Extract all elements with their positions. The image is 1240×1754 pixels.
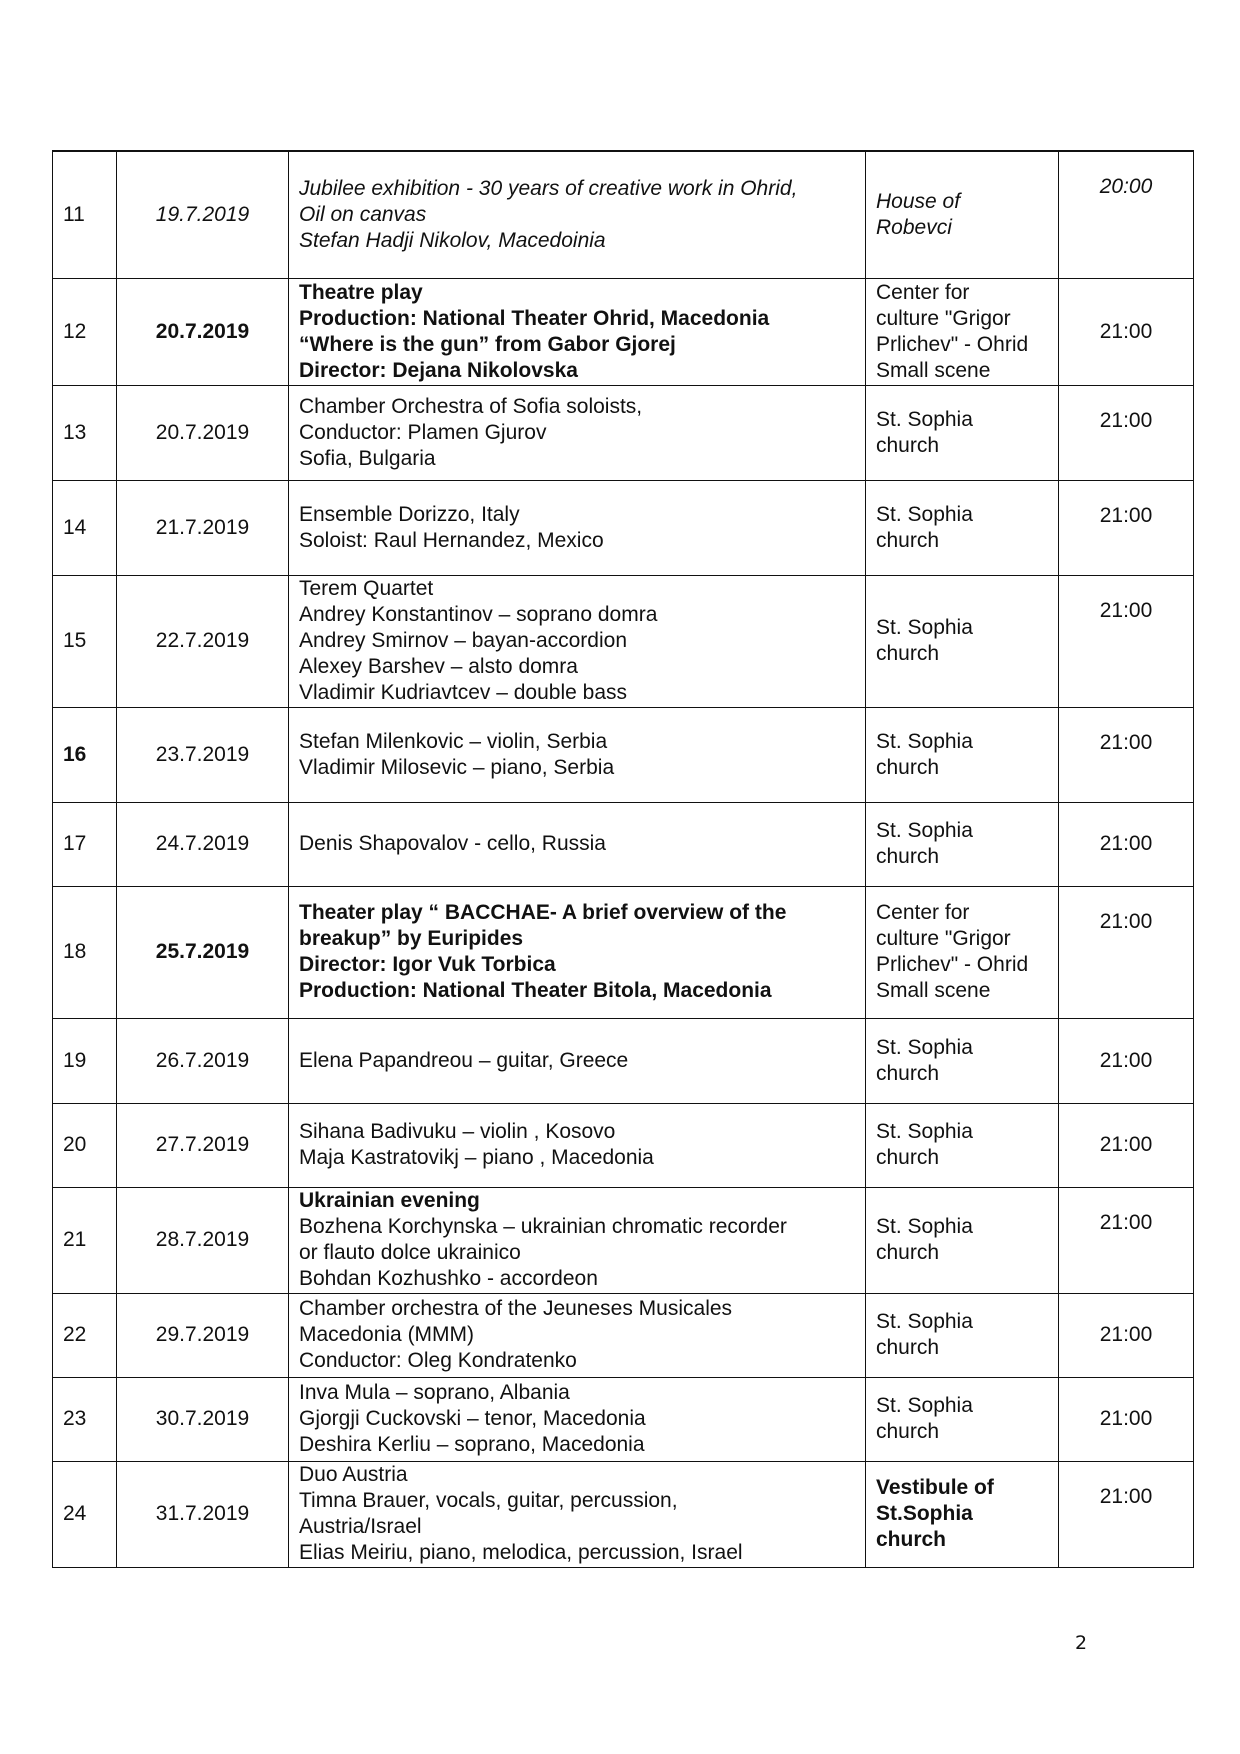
row-date: 25.7.2019 — [117, 886, 289, 1018]
row-program: Theatre play Production: National Theater Ohrid, Macedonia “Where is the gun” from Gabor Gjorej Director: Dejana Nikolovska — [289, 278, 866, 385]
row-time: 21:00 — [1059, 1461, 1194, 1567]
row-venue: St. Sophia church — [866, 707, 1059, 802]
row-date: 23.7.2019 — [117, 707, 289, 802]
row-venue: St. Sophia church — [866, 1377, 1059, 1461]
row-time: 21:00 — [1059, 802, 1194, 886]
row-date: 28.7.2019 — [117, 1187, 289, 1293]
row-venue: St. Sophia church — [866, 385, 1059, 480]
row-venue: Center for culture "Grigor Prlichev" - Ohrid Small scene — [866, 886, 1059, 1018]
table-row — [53, 886, 1194, 1018]
table-row — [53, 1461, 1194, 1567]
row-program: Chamber Orchestra of Sofia soloists, Conductor: Plamen Gjurov Sofia, Bulgaria — [289, 385, 866, 480]
row-time: 21:00 — [1059, 480, 1194, 575]
row-time: 21:00 — [1059, 278, 1194, 385]
row-date: 26.7.2019 — [117, 1018, 289, 1103]
row-date: 30.7.2019 — [117, 1377, 289, 1461]
table-row — [53, 1377, 1194, 1461]
row-time: 21:00 — [1059, 385, 1194, 480]
table-row — [53, 1187, 1194, 1293]
row-number: 15 — [53, 575, 117, 707]
row-number: 24 — [53, 1461, 117, 1567]
table-row — [53, 480, 1194, 575]
row-program: Denis Shapovalov - cello, Russia — [289, 802, 866, 886]
row-time: 21:00 — [1059, 707, 1194, 802]
row-date: 27.7.2019 — [117, 1103, 289, 1187]
row-number: 13 — [53, 385, 117, 480]
row-time: 21:00 — [1059, 1377, 1194, 1461]
row-time: 21:00 — [1059, 886, 1194, 1018]
row-date: 22.7.2019 — [117, 575, 289, 707]
row-number: 14 — [53, 480, 117, 575]
row-venue: St. Sophia church — [866, 575, 1059, 707]
row-time: 20:00 — [1059, 151, 1194, 278]
table-row — [53, 802, 1194, 886]
row-time: 21:00 — [1059, 1187, 1194, 1293]
row-number: 12 — [53, 278, 117, 385]
row-venue: St. Sophia church — [866, 1103, 1059, 1187]
row-venue: St. Sophia church — [866, 1018, 1059, 1103]
row-venue: Center for culture "Grigor Prlichev" - Ohrid Small scene — [866, 278, 1059, 385]
row-number: 19 — [53, 1018, 117, 1103]
row-program: Chamber orchestra of the Jeuneses Musicales Macedonia (MMM) Conductor: Oleg Kondratenko — [289, 1293, 866, 1377]
schedule-table — [52, 150, 1194, 1568]
row-program: Ensemble Dorizzo, Italy Soloist: Raul Hernandez, Mexico — [289, 480, 866, 575]
row-venue: Vestibule of St.Sophia church — [866, 1461, 1059, 1567]
row-date: 21.7.2019 — [117, 480, 289, 575]
table-row — [53, 278, 1194, 385]
row-number: 17 — [53, 802, 117, 886]
page-number: 2 — [1075, 1632, 1088, 1654]
table-row — [53, 1103, 1194, 1187]
row-time: 21:00 — [1059, 575, 1194, 707]
row-date: 24.7.2019 — [117, 802, 289, 886]
row-program: Theater play “ BACCHAE- A brief overview of the breakup” by Euripides Director: Igor Vuk Torbica Production: National Theater Bitola, Macedonia — [289, 886, 866, 1018]
table-row — [53, 385, 1194, 480]
row-number: 23 — [53, 1377, 117, 1461]
row-date: 19.7.2019 — [117, 151, 289, 278]
row-venue: St. Sophia church — [866, 480, 1059, 575]
row-program: Elena Papandreou – guitar, Greece — [289, 1018, 866, 1103]
row-number: 18 — [53, 886, 117, 1018]
row-venue: St. Sophia church — [866, 1293, 1059, 1377]
row-program: Jubilee exhibition - 30 years of creative work in Ohrid, Oil on canvas Stefan Hadji Nikolov, Macedoinia — [289, 151, 866, 278]
row-program: Terem Quartet Andrey Konstantinov – soprano domra Andrey Smirnov – bayan-accordion Alexey Barshev – alsto domra Vladimir Kudriavtcev – double bass — [289, 575, 866, 707]
row-program: Sihana Badivuku – violin , Kosovo Maja Kastratovikj – piano , Macedonia — [289, 1103, 866, 1187]
table-row — [53, 1018, 1194, 1103]
row-program: Inva Mula – soprano, Albania Gjorgji Cuckovski – tenor, Macedonia Deshira Kerliu – soprano, Macedonia — [289, 1377, 866, 1461]
row-number: 20 — [53, 1103, 117, 1187]
table-row — [53, 151, 1194, 278]
row-date: 20.7.2019 — [117, 278, 289, 385]
table-row — [53, 707, 1194, 802]
row-number: 11 — [53, 151, 117, 278]
row-date: 20.7.2019 — [117, 385, 289, 480]
row-time: 21:00 — [1059, 1018, 1194, 1103]
row-number: 16 — [53, 707, 117, 802]
row-date: 31.7.2019 — [117, 1461, 289, 1567]
row-venue: House of Robevci — [866, 151, 1059, 278]
row-number: 21 — [53, 1187, 117, 1293]
table-row — [53, 575, 1194, 707]
row-program: Ukrainian evening Bozhena Korchynska – ukrainian chromatic recorder or flauto dolce ukrainico Bohdan Kozhushko - accordeon — [289, 1187, 866, 1293]
row-venue: St. Sophia church — [866, 802, 1059, 886]
row-time: 21:00 — [1059, 1293, 1194, 1377]
row-program: Duo Austria Timna Brauer, vocals, guitar, percussion, Austria/Israel Elias Meiriu, piano, melodica, percussion, Israel — [289, 1461, 866, 1567]
row-date: 29.7.2019 — [117, 1293, 289, 1377]
row-program: Stefan Milenkovic – violin, Serbia Vladimir Milosevic – piano, Serbia — [289, 707, 866, 802]
row-venue: St. Sophia church — [866, 1187, 1059, 1293]
row-number: 22 — [53, 1293, 117, 1377]
row-time: 21:00 — [1059, 1103, 1194, 1187]
table-row — [53, 1293, 1194, 1377]
